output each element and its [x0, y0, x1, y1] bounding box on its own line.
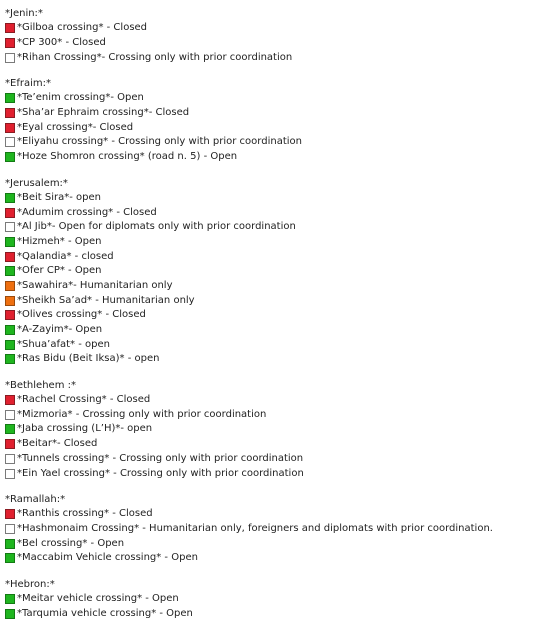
status-red-square-icon	[5, 123, 15, 133]
status-red-square-icon	[5, 395, 15, 405]
crossing-label: *Tunnels crossing* - Crossing only with prior coordination	[17, 452, 304, 464]
status-green-square-icon	[5, 594, 15, 604]
status-red-square-icon	[5, 509, 15, 519]
crossing-row	[5, 191, 542, 206]
status-green-square-icon	[5, 424, 15, 434]
crossing-label: *Hoze Shomron crossing* (road n. 5) - Open	[17, 151, 238, 163]
status-empty-square-icon	[5, 410, 15, 420]
crossing-row	[5, 279, 542, 294]
status-empty-square-icon	[5, 222, 15, 232]
crossing-label: *Rihan Crossing*- Crossing only with prior coordination	[17, 51, 293, 63]
crossing-label: *Adumim crossing* - Closed	[17, 206, 157, 218]
crossing-row	[5, 235, 542, 250]
crossing-label: *Olives crossing* - Closed	[17, 309, 146, 321]
crossing-row	[5, 91, 542, 106]
crossing-row	[5, 407, 542, 422]
region-section	[5, 77, 542, 164]
crossing-row	[5, 205, 542, 220]
crossing-label: *A-Zayim*- Open	[17, 324, 103, 336]
status-empty-square-icon	[5, 469, 15, 479]
crossing-label: *Beit Sira*- open	[17, 191, 101, 203]
crossing-label: *Ranthis crossing* - Closed	[17, 508, 153, 520]
crossing-row	[5, 393, 542, 408]
crossing-label: *Sha’ar Ephraim crossing*- Closed	[17, 107, 190, 119]
crossing-label: *Qalandia* - closed	[17, 250, 114, 262]
crossing-row	[5, 249, 542, 264]
region-section	[5, 493, 542, 566]
crossing-row	[5, 507, 542, 522]
region-section	[5, 7, 542, 65]
crossing-label: *Shua’afat* - open	[17, 338, 110, 350]
status-green-square-icon	[5, 354, 15, 364]
status-green-square-icon	[5, 340, 15, 350]
crossing-row	[5, 551, 542, 566]
crossing-label: *Rachel Crossing* - Closed	[17, 394, 151, 406]
crossing-row	[5, 135, 542, 150]
crossing-row	[5, 150, 542, 165]
crossing-label: *Sheikh Sa’ad* - Humanitarian only	[17, 294, 195, 306]
region-section	[5, 177, 542, 367]
crossing-label: *Te’enim crossing*- Open	[17, 92, 144, 104]
crossing-label: *Bel crossing* - Open	[17, 537, 125, 549]
crossing-row	[5, 606, 542, 621]
region-title: *Hebron:*	[5, 578, 55, 590]
status-orange-square-icon	[5, 281, 15, 291]
status-red-square-icon	[5, 108, 15, 118]
crossing-label: *Eliyahu crossing* - Crossing only with prior coordination	[17, 136, 302, 148]
crossing-row	[5, 323, 542, 338]
region-title: *Ramallah:*	[5, 493, 66, 505]
crossing-row	[5, 352, 542, 367]
crossing-label: *Sawahira*- Humanitarian only	[17, 279, 173, 291]
crossing-label: *Meitar vehicle crossing* - Open	[17, 592, 179, 604]
crossing-row	[5, 437, 542, 452]
crossing-label: *Hashmonaim Crossing* - Humanitarian only, foreigners and diplomats with prior coordination.	[17, 522, 493, 534]
status-green-square-icon	[5, 325, 15, 335]
status-green-square-icon	[5, 539, 15, 549]
crossing-label: *Ofer CP* - Open	[17, 265, 102, 277]
status-empty-square-icon	[5, 137, 15, 147]
region-title: *Jerusalem:*	[5, 177, 68, 189]
crossing-label: *CP 300* - Closed	[17, 37, 106, 49]
crossing-label: *Eyal crossing*- Closed	[17, 121, 134, 133]
crossing-row	[5, 522, 542, 537]
region-section	[5, 578, 542, 621]
crossing-label: *Tarqumia vehicle crossing* - Open	[17, 607, 193, 619]
crossing-label: *Ein Yael crossing* - Crossing only with prior coordination	[17, 467, 304, 479]
crossing-label: *Gilboa crossing* - Closed	[17, 22, 148, 34]
crossing-row	[5, 106, 542, 121]
crossing-label: *Maccabim Vehicle crossing* - Open	[17, 552, 198, 564]
status-red-square-icon	[5, 310, 15, 320]
status-green-square-icon	[5, 93, 15, 103]
crossing-row	[5, 120, 542, 135]
crossing-row	[5, 36, 542, 51]
region-title: *Bethlehem :*	[5, 379, 76, 391]
crossing-label: *Jaba crossing (L’H)*- open	[17, 423, 153, 435]
status-red-square-icon	[5, 23, 15, 33]
crossing-row	[5, 308, 542, 323]
status-green-square-icon	[5, 266, 15, 276]
crossing-row	[5, 592, 542, 607]
region-title: *Jenin:*	[5, 8, 43, 19]
crossing-row	[5, 220, 542, 235]
region-section	[5, 379, 542, 481]
crossing-label: *Beitar*- Closed	[17, 438, 98, 450]
status-green-square-icon	[5, 609, 15, 619]
crossing-row	[5, 21, 542, 36]
crossing-row	[5, 293, 542, 308]
status-empty-square-icon	[5, 454, 15, 464]
status-green-square-icon	[5, 152, 15, 162]
crossing-row	[5, 422, 542, 437]
status-empty-square-icon	[5, 53, 15, 63]
status-red-square-icon	[5, 252, 15, 262]
status-green-square-icon	[5, 553, 15, 563]
crossing-row	[5, 452, 542, 467]
crossing-row	[5, 536, 542, 551]
region-title: *Efraim:*	[5, 78, 51, 90]
crossing-label: *Mizmoria* - Crossing only with prior coordination	[17, 408, 267, 420]
status-empty-square-icon	[5, 524, 15, 534]
status-green-square-icon	[5, 237, 15, 247]
crossing-label: *Al Jib*- Open for diplomats only with prior coordination	[17, 221, 296, 233]
crossing-label: *Ras Bidu (Beit Iksa)* - open	[17, 353, 160, 365]
crossing-row	[5, 264, 542, 279]
crossing-row	[5, 337, 542, 352]
crossing-row	[5, 466, 542, 481]
crossing-label: *Hizmeh* - Open	[17, 235, 102, 247]
status-green-square-icon	[5, 193, 15, 203]
status-red-square-icon	[5, 439, 15, 449]
status-orange-square-icon	[5, 296, 15, 306]
status-red-square-icon	[5, 208, 15, 218]
status-red-square-icon	[5, 38, 15, 48]
crossing-row	[5, 50, 542, 65]
